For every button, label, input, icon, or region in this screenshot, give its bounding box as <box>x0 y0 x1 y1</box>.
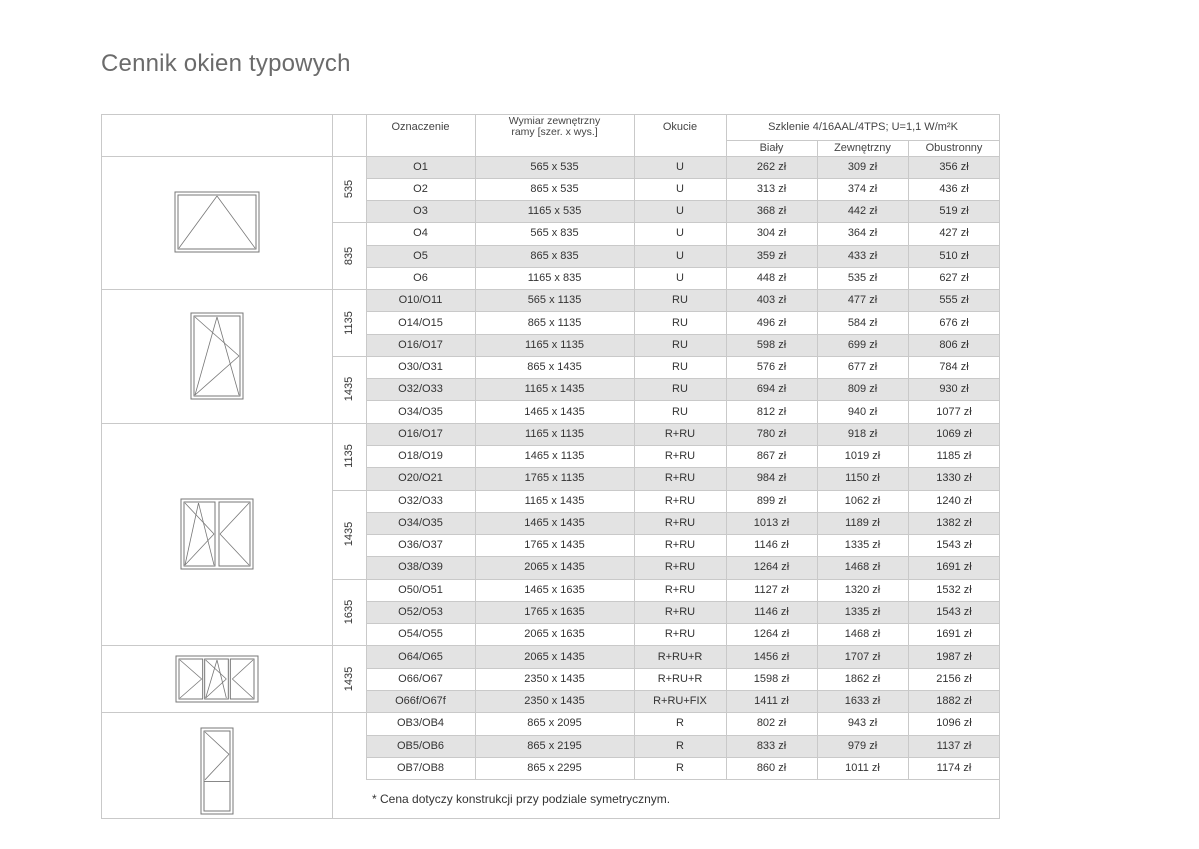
price-obustronny: 930 zł <box>939 383 969 396</box>
row-code: O16/O17 <box>398 427 443 440</box>
row-size: 2065 x 1435 <box>524 561 585 574</box>
row-code: O4 <box>413 227 428 240</box>
dimension-value: 835 <box>342 246 355 265</box>
tilt-turn-window-icon <box>190 312 244 400</box>
price-bialy: 1264 zł <box>753 561 790 574</box>
row-code: O3 <box>413 205 428 218</box>
row-fitting: U <box>676 271 684 284</box>
grid-line <box>366 601 1000 602</box>
price-zewnetrzny: 677 zł <box>847 361 878 374</box>
row-code: O2 <box>413 182 428 195</box>
row-size: 1765 x 1635 <box>524 606 585 619</box>
row-size: 1465 x 1135 <box>524 450 585 463</box>
row-fitting: R+RU <box>664 606 696 619</box>
price-obustronny: 1096 zł <box>936 717 972 730</box>
row-code: OB3/OB4 <box>396 717 445 730</box>
row-code: O38/O39 <box>398 561 443 574</box>
grid-line <box>908 140 909 779</box>
grid-line <box>366 690 1000 691</box>
grid-line <box>366 445 1000 446</box>
dimension-value: 1635 <box>342 599 355 625</box>
dimension-value: 1435 <box>342 521 355 547</box>
grid-line <box>366 779 1000 780</box>
price-zewnetrzny: 584 zł <box>847 316 878 329</box>
row-size: 865 x 2295 <box>527 761 582 774</box>
row-size: 565 x 835 <box>530 227 579 240</box>
price-obustronny: 676 zł <box>939 316 969 329</box>
grid-line <box>332 490 1000 491</box>
dimension-value: 535 <box>342 179 355 199</box>
price-bialy: 1146 zł <box>754 539 789 552</box>
price-bialy: 496 zł <box>756 316 787 329</box>
grid-line <box>366 512 1000 513</box>
price-zewnetrzny: 809 zł <box>847 383 878 396</box>
dimension-value: 1435 <box>342 666 355 692</box>
grid-line <box>332 579 1000 580</box>
row-size: 865 x 2195 <box>527 739 582 752</box>
price-bialy: 598 zł <box>756 338 787 351</box>
price-obustronny: 1185 zł <box>936 450 972 463</box>
dimension-label <box>332 156 366 223</box>
price-obustronny: 555 zł <box>939 294 969 307</box>
row-size: 565 x 535 <box>530 160 579 173</box>
price-zewnetrzny: 940 zł <box>847 405 878 418</box>
grid-line <box>366 178 1000 179</box>
row-code: O16/O17 <box>398 338 443 351</box>
header-zewnetrzny: Zewnętrzny <box>834 141 891 154</box>
grid-line <box>366 757 1000 758</box>
row-code: O32/O33 <box>398 494 443 507</box>
row-size: 1165 x 1135 <box>525 338 584 351</box>
header-wymiar: Wymiar zewnętrzny ramy [szer. x wys.] <box>508 115 601 138</box>
row-fitting: U <box>676 205 684 218</box>
tilt-window-icon <box>174 191 260 253</box>
price-obustronny: 1069 zł <box>936 427 972 440</box>
dimension-label <box>332 579 366 646</box>
row-code: O30/O31 <box>398 361 443 374</box>
price-zewnetrzny: 943 zł <box>847 717 878 730</box>
row-size: 2350 x 1435 <box>524 695 585 708</box>
grid-line <box>366 114 367 779</box>
price-zewnetrzny: 374 zł <box>847 182 878 195</box>
grid-line <box>366 623 1000 624</box>
row-fitting: R+RU <box>664 427 696 440</box>
grid-line <box>101 712 1000 713</box>
grid-line <box>101 645 1000 646</box>
row-size: 865 x 1135 <box>527 316 582 329</box>
price-bialy: 860 zł <box>756 761 787 774</box>
row-fitting: U <box>676 182 684 195</box>
price-bialy: 833 zł <box>756 739 787 752</box>
price-zewnetrzny: 1468 zł <box>844 561 881 574</box>
grid-line <box>634 114 635 779</box>
price-zewnetrzny: 1150 zł <box>845 472 880 485</box>
price-obustronny: 627 zł <box>939 271 969 284</box>
grid-line <box>366 735 1000 736</box>
row-code: O1 <box>413 160 428 173</box>
price-zewnetrzny: 918 zł <box>847 427 878 440</box>
price-obustronny: 1137 zł <box>936 739 972 752</box>
row-fitting: R+RU <box>664 516 696 529</box>
row-fitting: R+RU <box>664 561 696 574</box>
price-bialy: 1598 zł <box>753 672 790 685</box>
grid-line <box>366 400 1000 401</box>
price-table <box>101 114 1000 819</box>
grid-line <box>366 378 1000 379</box>
page-title: Cennik okien typowych <box>101 50 351 77</box>
price-obustronny: 1543 zł <box>936 606 972 619</box>
row-fitting: R <box>676 717 684 730</box>
row-code: OB7/OB8 <box>396 761 445 774</box>
row-size: 865 x 835 <box>530 249 579 262</box>
row-size: 1165 x 1135 <box>525 427 584 440</box>
price-bialy: 802 zł <box>756 717 787 730</box>
row-fitting: RU <box>672 338 688 351</box>
row-size: 865 x 1435 <box>527 361 582 374</box>
price-zewnetrzny: 1320 zł <box>844 583 881 596</box>
header-bialy: Biały <box>759 141 784 154</box>
row-code: O10/O11 <box>398 294 443 307</box>
row-fitting: R+RU <box>664 628 696 641</box>
price-zewnetrzny: 1468 zł <box>844 628 881 641</box>
price-bialy: 403 zł <box>756 294 787 307</box>
price-obustronny: 356 zł <box>939 160 969 173</box>
row-code: OB5/OB6 <box>396 739 445 752</box>
row-fitting: R <box>676 761 684 774</box>
price-obustronny: 1240 zł <box>936 494 972 507</box>
price-obustronny: 427 zł <box>939 227 969 240</box>
price-zewnetrzny: 535 zł <box>847 271 878 284</box>
grid-line <box>366 267 1000 268</box>
price-zewnetrzny: 1862 zł <box>844 672 881 685</box>
price-bialy: 1411 zł <box>754 695 789 708</box>
grid-line <box>101 289 1000 290</box>
grid-line <box>101 818 1000 819</box>
row-size: 565 x 1135 <box>527 294 582 307</box>
price-obustronny: 806 zł <box>939 338 969 351</box>
row-size: 1765 x 1435 <box>524 539 585 552</box>
price-obustronny: 1174 zł <box>936 761 972 774</box>
row-size: 1765 x 1135 <box>524 472 585 485</box>
price-bialy: 262 zł <box>756 160 787 173</box>
dimension-label <box>332 423 366 490</box>
row-fitting: R+RU+R <box>657 672 703 685</box>
dimension-label <box>332 490 366 579</box>
row-fitting: RU <box>672 405 688 418</box>
double-sash-window-icon <box>180 498 254 570</box>
row-size: 2065 x 1435 <box>524 650 585 663</box>
row-code: O50/O51 <box>398 583 443 596</box>
price-obustronny: 519 zł <box>939 205 969 218</box>
row-size: 2065 x 1635 <box>524 628 585 641</box>
row-fitting: RU <box>672 294 688 307</box>
header-oznaczenie: Oznaczenie <box>391 121 450 133</box>
row-code: O66/O67 <box>398 672 443 685</box>
dimension-label <box>332 356 366 423</box>
price-bialy: 1264 zł <box>753 628 790 641</box>
row-fitting: R+RU <box>664 539 696 552</box>
row-size: 1465 x 1635 <box>524 583 585 596</box>
row-size: 1165 x 835 <box>527 271 582 284</box>
price-obustronny: 1882 zł <box>936 695 972 708</box>
price-bialy: 812 zł <box>756 405 787 418</box>
row-fitting: R <box>676 739 684 752</box>
triple-sash-window-icon <box>175 655 259 703</box>
price-bialy: 448 zł <box>756 271 787 284</box>
row-code: O6 <box>413 271 428 284</box>
grid-line <box>101 156 1000 157</box>
price-obustronny: 1532 zł <box>936 583 972 596</box>
row-code: O20/O21 <box>398 472 443 485</box>
grid-line <box>101 114 1000 115</box>
price-obustronny: 784 zł <box>939 361 969 374</box>
price-bialy: 313 zł <box>756 182 787 195</box>
price-bialy: 304 zł <box>756 227 787 240</box>
price-bialy: 1127 zł <box>754 583 789 596</box>
row-code: O34/O35 <box>398 405 443 418</box>
row-fitting: R+RU <box>664 450 696 463</box>
price-bialy: 1146 zł <box>754 606 789 619</box>
row-size: 2350 x 1435 <box>524 672 585 685</box>
price-zewnetrzny: 979 zł <box>847 739 878 752</box>
row-fitting: RU <box>672 316 688 329</box>
row-fitting: U <box>676 227 684 240</box>
price-bialy: 1456 zł <box>753 650 790 663</box>
row-code: O18/O19 <box>398 450 443 463</box>
price-obustronny: 1077 zł <box>936 405 972 418</box>
grid-line <box>475 114 476 779</box>
price-zewnetrzny: 1335 zł <box>844 539 881 552</box>
row-size: 1165 x 1435 <box>524 383 585 396</box>
price-obustronny: 1330 zł <box>936 472 972 485</box>
price-zewnetrzny: 1011 zł <box>845 761 880 774</box>
grid-line <box>366 668 1000 669</box>
price-obustronny: 510 zł <box>939 249 969 262</box>
grid-line <box>999 114 1000 819</box>
row-size: 1165 x 1435 <box>524 494 585 507</box>
price-obustronny: 1382 zł <box>936 516 972 529</box>
row-fitting: U <box>676 160 684 173</box>
price-zewnetrzny: 1707 zł <box>844 650 881 663</box>
row-code: O36/O37 <box>398 539 443 552</box>
grid-line <box>366 534 1000 535</box>
row-code: O32/O33 <box>398 383 443 396</box>
footnote: * Cena dotyczy konstrukcji przy podziale symetrycznym. <box>372 792 671 807</box>
price-obustronny: 1691 zł <box>936 628 972 641</box>
grid-line <box>366 245 1000 246</box>
price-bialy: 359 zł <box>756 249 787 262</box>
price-obustronny: 436 zł <box>939 182 969 195</box>
grid-line <box>366 467 1000 468</box>
dimension-value: 1435 <box>342 377 355 402</box>
price-obustronny: 2156 zł <box>936 672 972 685</box>
price-zewnetrzny: 433 zł <box>847 249 878 262</box>
header-okucie: Okucie <box>662 121 698 133</box>
price-zewnetrzny: 1019 zł <box>844 450 881 463</box>
price-zewnetrzny: 1633 zł <box>844 695 881 708</box>
dimension-label <box>332 222 366 289</box>
grid-line <box>366 556 1000 557</box>
row-fitting: U <box>676 249 684 262</box>
dimension-label <box>332 289 366 356</box>
row-fitting: R+RU <box>664 494 696 507</box>
price-obustronny: 1543 zł <box>936 539 972 552</box>
price-zewnetrzny: 364 zł <box>847 227 878 240</box>
row-fitting: R+RU <box>664 583 696 596</box>
grid-line <box>101 114 102 819</box>
row-size: 1465 x 1435 <box>524 516 585 529</box>
row-code: O64/O65 <box>398 650 443 663</box>
price-bialy: 984 zł <box>756 472 787 485</box>
row-fitting: R+RU+R <box>657 650 703 663</box>
row-fitting: R+RU+FIX <box>653 695 707 708</box>
row-fitting: R+RU <box>664 472 696 485</box>
row-fitting: RU <box>672 383 688 396</box>
price-bialy: 899 zł <box>756 494 787 507</box>
row-code: O34/O35 <box>398 516 443 529</box>
price-zewnetrzny: 1335 zł <box>844 606 881 619</box>
price-bialy: 867 zł <box>756 450 787 463</box>
price-bialy: 368 zł <box>756 205 787 218</box>
row-code: O52/O53 <box>398 606 443 619</box>
price-bialy: 1013 zł <box>753 516 790 529</box>
price-zewnetrzny: 1189 zł <box>845 516 880 529</box>
grid-line <box>817 140 818 779</box>
price-zewnetrzny: 477 zł <box>847 294 878 307</box>
grid-line <box>332 356 1000 357</box>
row-fitting: RU <box>672 361 688 374</box>
row-size: 1165 x 535 <box>527 205 582 218</box>
grid-line <box>101 423 1000 424</box>
header-szklenie: Szklenie 4/16AAL/4TPS; U=1,1 W/m²K <box>768 121 958 133</box>
grid-line <box>332 114 333 819</box>
header-obustronny: Obustronny <box>925 141 983 154</box>
row-size: 865 x 535 <box>530 182 579 195</box>
row-size: 865 x 2095 <box>527 717 582 730</box>
row-code: O66f/O67f <box>395 695 446 708</box>
price-obustronny: 1987 zł <box>936 650 972 663</box>
row-code: O14/O15 <box>398 316 443 329</box>
dimension-label <box>332 645 366 712</box>
grid-line <box>366 200 1000 201</box>
price-bialy: 576 zł <box>756 361 787 374</box>
dimension-value: 1135 <box>343 310 355 335</box>
price-zewnetrzny: 699 zł <box>847 338 878 351</box>
grid-line <box>366 334 1000 335</box>
price-zewnetrzny: 442 zł <box>847 205 878 218</box>
row-code: O54/O55 <box>398 628 443 641</box>
price-bialy: 780 zł <box>756 427 787 440</box>
dimension-value: 1135 <box>343 444 355 468</box>
balcony-door-icon <box>200 727 234 815</box>
price-zewnetrzny: 1062 zł <box>844 494 881 507</box>
price-bialy: 694 zł <box>756 383 787 396</box>
row-code: O5 <box>413 249 428 262</box>
grid-line <box>726 114 727 779</box>
price-obustronny: 1691 zł <box>936 561 972 574</box>
row-size: 1465 x 1435 <box>524 405 585 418</box>
grid-line <box>726 140 1000 141</box>
grid-line <box>332 222 1000 223</box>
grid-line <box>366 311 1000 312</box>
price-zewnetrzny: 309 zł <box>847 160 878 173</box>
